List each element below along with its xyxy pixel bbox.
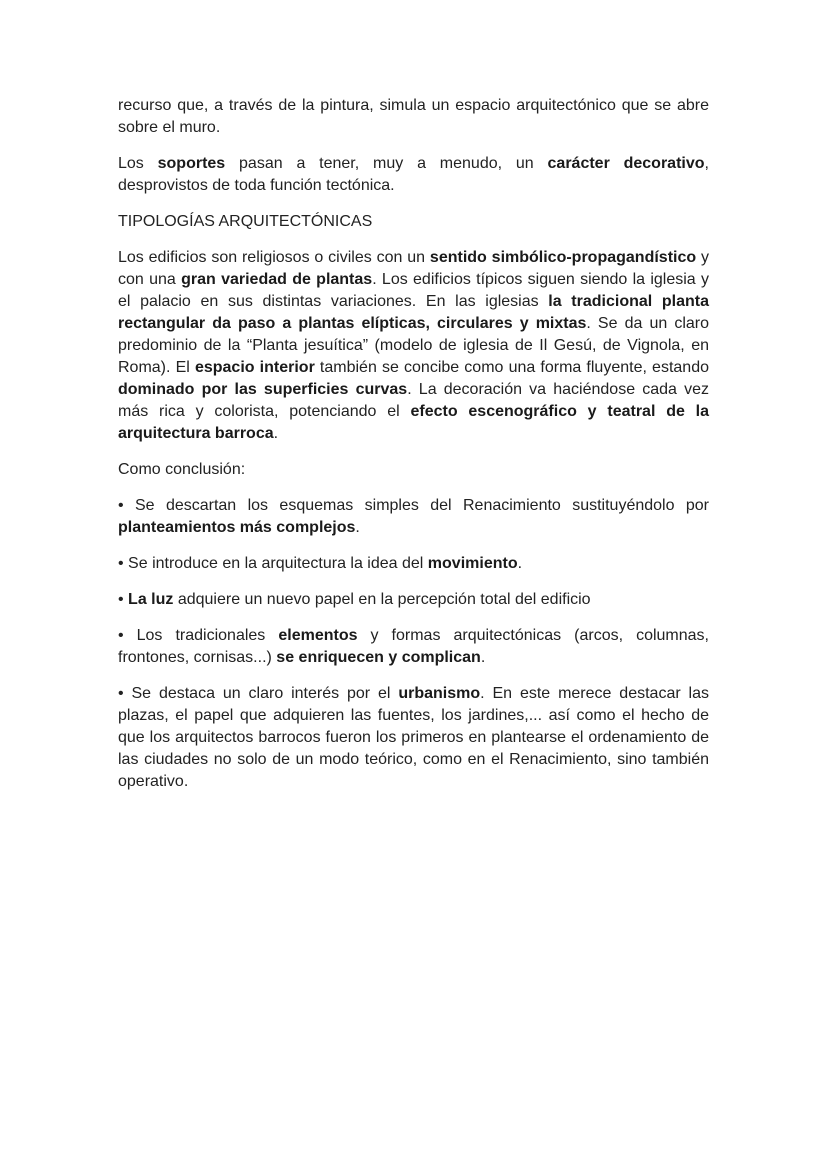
text-span: recurso que, a través de la pintura, simula un espacio arquitectónico que se abre sobre el muro. (118, 97, 709, 136)
bullet-item-luz (118, 589, 709, 611)
text-span: . En este merece destacar las plazas, el papel que adquieren las fuentes, los jardines,... así como el hecho de que los arquitectos barrocos fueron los primeros en plantearse el ordenamiento de las ciudades no solo de un modo teórico, como en el Renacimiento, sino también operativo. (118, 685, 709, 790)
bold-span: sentido simbólico-propagandístico (429, 249, 697, 266)
text-span: , desprovistos de toda función tectónica. (118, 155, 709, 194)
text-span: • (118, 591, 129, 608)
bold-span: dominado por las superficies curvas (118, 381, 408, 398)
bold-span: espacio interior (194, 359, 315, 376)
bullet-item-elementos (118, 625, 709, 669)
bold-span: elementos (278, 627, 358, 644)
text-span: pasan a tener, muy a menudo, un (225, 155, 548, 172)
text-span: . (480, 649, 486, 666)
bullet-item-movimiento (118, 553, 709, 575)
text-span: también se concibe como una forma fluyente, estando (314, 359, 709, 376)
paragraph-soportes (118, 153, 709, 197)
bold-span: carácter decorativo (547, 155, 705, 172)
text-span: adquiere un nuevo papel en la percepción total del edificio (173, 591, 591, 608)
paragraph-tipologias (118, 247, 709, 445)
text-span: • Se descartan los esquemas simples del Renacimiento sustituyéndolo por (118, 497, 709, 514)
bold-span: planteamientos más complejos (118, 519, 356, 536)
text-span: . (355, 519, 360, 536)
text-span: . (517, 555, 523, 572)
document-body (118, 95, 709, 807)
text-span: Los edificios son religiosos o civiles con un (118, 249, 430, 266)
bold-span: La luz (128, 591, 174, 608)
bullet-item-urbanismo (118, 683, 709, 793)
text-span: Como conclusión: (118, 461, 246, 478)
bold-span: gran variedad de plantas (181, 271, 373, 288)
section-heading: TIPOLOGÍAS ARQUITECTÓNICAS (118, 213, 373, 230)
text-span: y formas arquitectónicas (arcos, columnas, frontones, cornisas...) (118, 627, 710, 666)
bold-span: urbanismo (398, 685, 481, 702)
text-span: . Se da un claro predominio de la “Planta jesuítica” (modelo de iglesia de Il Gesú, de Vignola, en Roma). El (118, 315, 709, 376)
bold-span: soportes (157, 155, 226, 172)
paragraph-intro-continuation (118, 95, 709, 139)
text-span: . (273, 425, 279, 442)
text-span: • Se introduce en la arquitectura la idea del (118, 555, 428, 572)
text-span: . Los edificios típicos siguen siendo la iglesia y el palacio en sus distintas variaciones. En las iglesias (118, 271, 709, 310)
bold-span: se enriquecen y complican (276, 649, 481, 666)
text-span: • Los tradicionales (118, 627, 279, 644)
text-span: • Se destaca un claro interés por el (118, 685, 399, 702)
bold-span: efecto escenográfico y teatral de la arquitectura barroca (118, 403, 710, 442)
paragraph-conclusion-label (118, 459, 709, 481)
text-span: Los (118, 155, 158, 172)
bullet-item-esquemas (118, 495, 709, 539)
text-span: . La decoración va haciéndose cada vez más rica y colorista, potenciando el (118, 381, 710, 420)
text-span: y con una (118, 249, 709, 288)
bold-span: movimiento (427, 555, 518, 572)
bold-span: la tradicional planta rectangular da paso a plantas elípticas, circulares y mixtas (118, 293, 709, 332)
